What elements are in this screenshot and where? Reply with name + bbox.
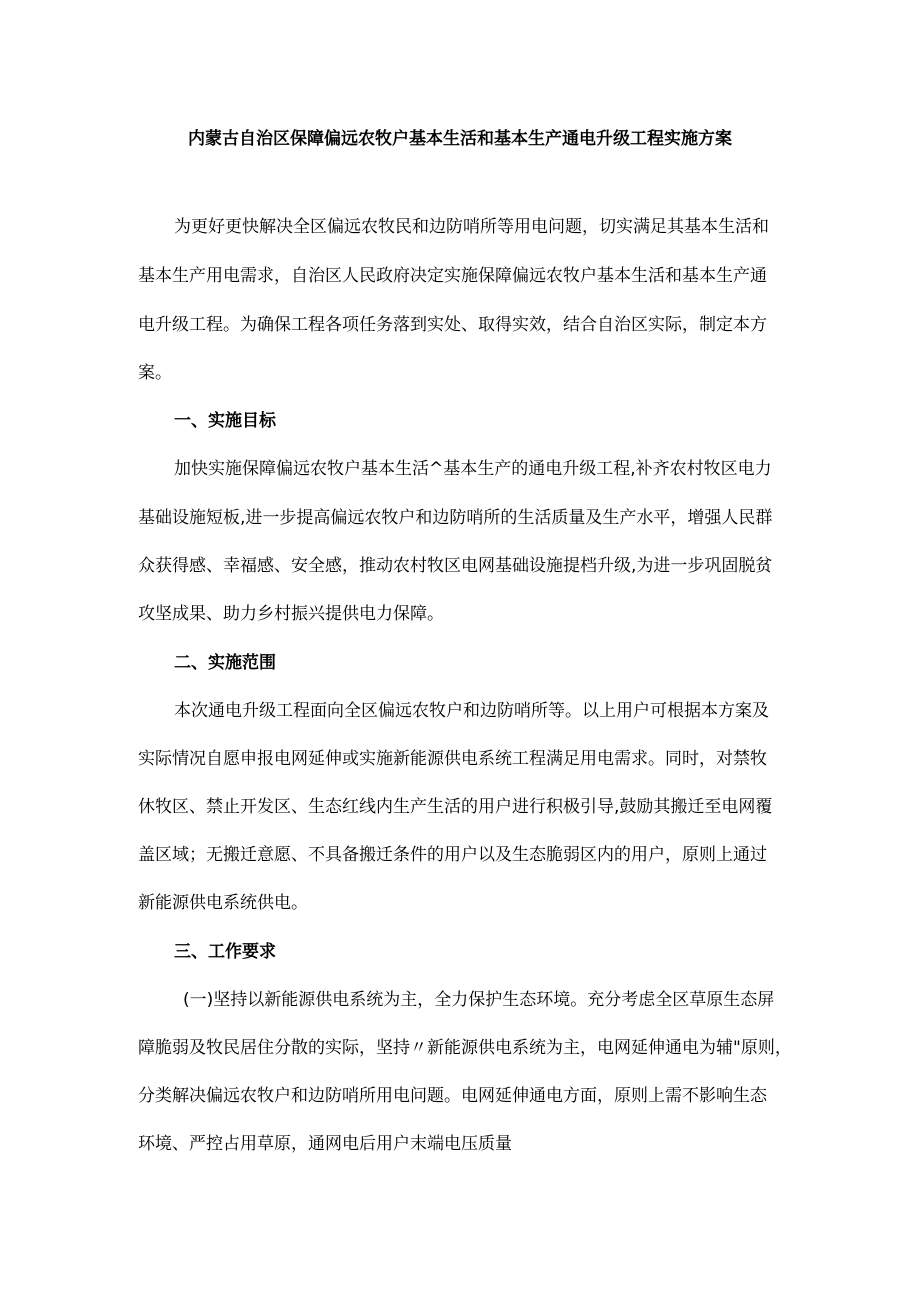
section-3-line-4: 环境、严控占用草原，通网电后用户末端电压质量 (138, 1134, 512, 1154)
intro-line-1: 为更好更快解决全区偏远农牧民和边防哨所等用电问题，切实满足其基本生活和 (174, 217, 769, 237)
intro-line-2: 基本生产用电需求，自治区人民政府决定实施保障偏远农牧户基本生活和基本生产通 (138, 266, 767, 286)
section-1-line-4: 攻坚成果、助力乡村振兴提供电力保障。 (138, 604, 444, 624)
section-1-line-2: 基础设施短板,进一步提高偏远农牧户和边防哨所的生活质量及生产水平，增强人民群 (138, 508, 773, 528)
intro-line-3: 电升级工程。为确保工程各项任务落到实处、取得实效，结合自治区实际，制定本方 (138, 315, 767, 335)
section-3-line-1: (一)坚持以新能源供电系统为主，全力保护生态环境。充分考虑全区草原生态屏 (183, 990, 775, 1010)
section-2-line-3: 休牧区、禁止开发区、生态红线内生产生活的用户进行积极引导,鼓励其搬迁至电网覆 (138, 797, 773, 817)
section-heading-scope: 二、实施范围 (174, 653, 276, 673)
section-2-line-4: 盖区域；无搬迁意愿、不具备搬迁条件的用户以及生态脆弱区内的用户，原则上通过 (138, 845, 767, 865)
section-3-line-2: 障脆弱及牧民居住分散的实际，坚持〃新能源供电系统为主，电网延伸通电为辅"原则， (138, 1038, 792, 1058)
section-2-line-5: 新能源供电系统供电。 (138, 893, 308, 913)
section-1-line-3: 众获得感、幸福感、安全感，推动农村牧区电网基础设施提档升级,为进一步巩固脱贫 (138, 556, 773, 576)
section-2-line-1: 本次通电升级工程面向全区偏远农牧户和边防哨所等。以上用户可根据本方案及 (174, 701, 769, 721)
section-heading-goals: 一、实施目标 (174, 411, 276, 431)
section-3-line-3: 分类解决偏远农牧户和边防哨所用电问题。电网延伸通电方面，原则上需不影响生态 (138, 1086, 767, 1106)
section-1-line-1: 加快实施保障偏远农牧户基本生活^基本生产的通电升级工程,补齐农村牧区电力 (174, 459, 772, 479)
intro-line-4: 案。 (138, 363, 172, 383)
document-title: 内蒙古自治区保障偏远农牧户基本生活和基本生产通电升级工程实施方案 (188, 129, 732, 149)
section-2-line-2: 实际情况自愿申报电网延伸或实施新能源供电系统工程满足用电需求。同时，对禁牧 (138, 749, 767, 769)
section-heading-requirements: 三、工作要求 (174, 942, 276, 962)
